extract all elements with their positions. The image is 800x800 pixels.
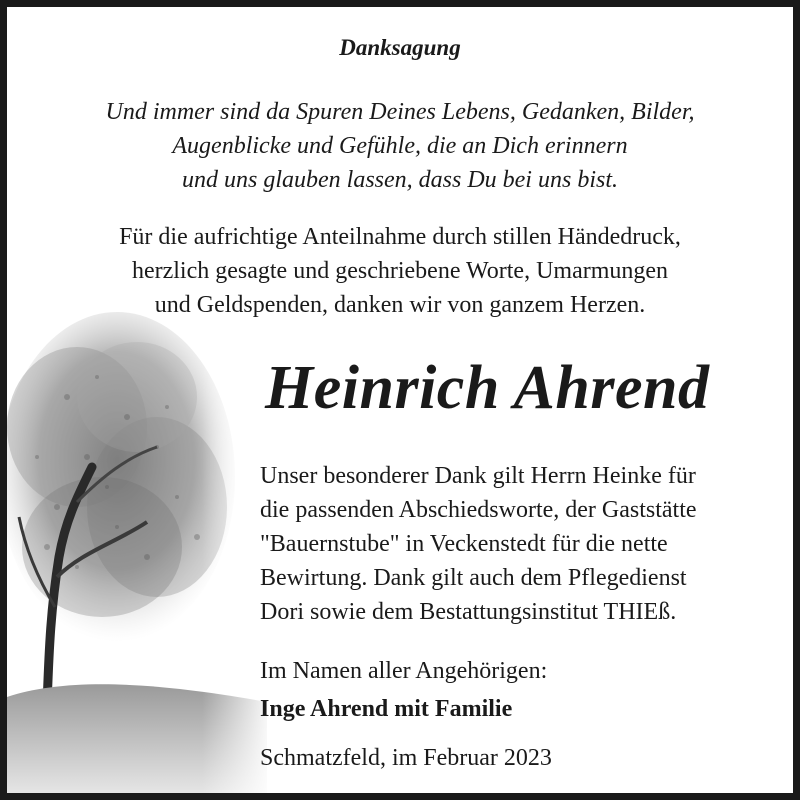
deceased-name: Heinrich Ahrend xyxy=(265,354,710,422)
poem-line: Und immer sind da Spuren Deines Lebens, Gedanken, Bilder, xyxy=(105,99,695,125)
poem-verse xyxy=(7,95,793,197)
special-thanks-line: Dori sowie dem Bestattungsinstitut THIEß. xyxy=(260,599,677,625)
thanks-line: herzlich gesagte und geschriebene Worte, Umarmungen xyxy=(131,258,669,284)
signers-block xyxy=(260,652,547,728)
place-date: Schmatzfeld, im Februar 2023 xyxy=(260,745,552,771)
special-thanks-line: Bewirtung. Dank gilt auch dem Pflegedienst xyxy=(260,565,687,591)
family-signature: Inge Ahrend mit Familie xyxy=(260,696,513,722)
special-thanks-line: die passenden Abschiedsworte, der Gaststätte xyxy=(260,497,697,523)
on-behalf-text: Im Namen aller Angehörigen: xyxy=(260,658,548,684)
poem-line: und uns glauben lassen, dass Du bei uns bist. xyxy=(181,167,618,193)
tree-on-hill-illustration xyxy=(7,307,267,797)
notice-heading: Danksagung xyxy=(339,35,461,60)
thanks-line: Für die aufrichtige Anteilnahme durch stillen Händedruck, xyxy=(119,224,681,250)
poem-line: Augenblicke und Gefühle, die an Dich erinnern xyxy=(172,133,628,159)
special-thanks-paragraph xyxy=(260,459,790,629)
special-thanks-line: Unser besonderer Dank gilt Herrn Heinke für xyxy=(260,463,696,489)
thanks-paragraph xyxy=(7,220,793,322)
thanks-line: und Geldspenden, danken wir von ganzem Herzen. xyxy=(154,292,646,318)
special-thanks-line: "Bauernstube" in Veckenstedt für die nette xyxy=(260,531,668,557)
